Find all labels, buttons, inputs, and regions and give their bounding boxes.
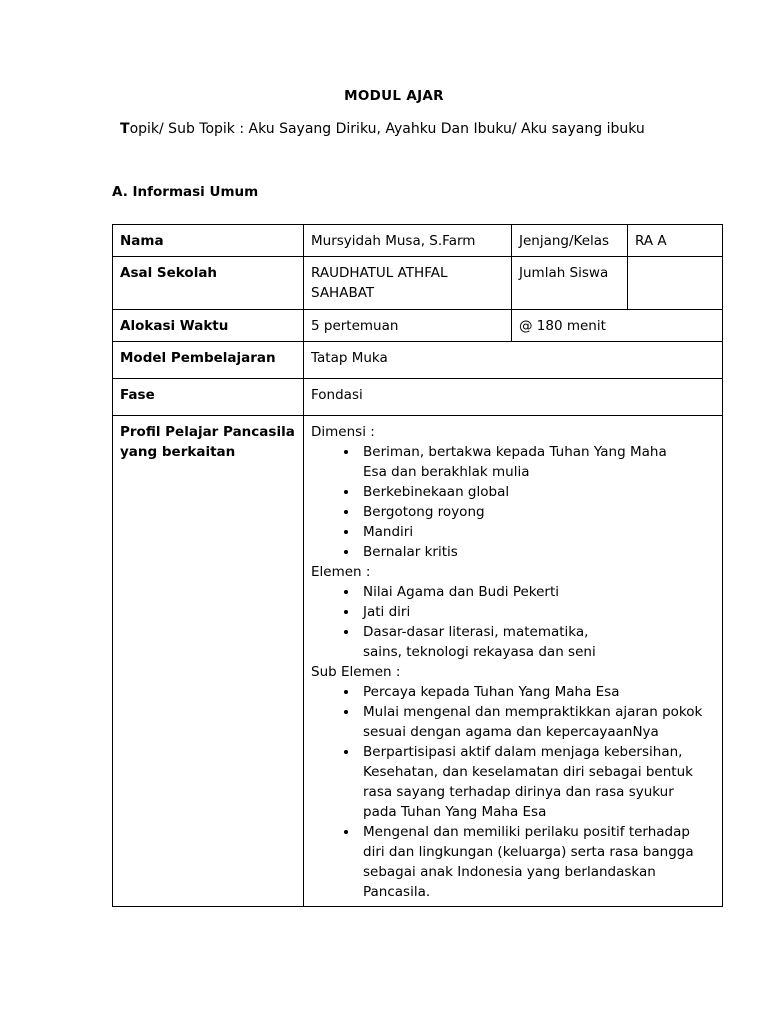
jumlah-label: Jumlah Siswa (512, 257, 628, 310)
profil-content (304, 416, 723, 907)
asal-value: RAUDHATUL ATHFAL SAHABAT (304, 257, 512, 310)
list-item: • Berpartisipasi aktif dalam menjaga kebersihan, Kesehatan, dan keselamatan diri sebagai bentuk rasa sayang terhadap dirinya dan rasa syukur pada Tuhan Yang Maha Esa (359, 742, 708, 822)
list-item: • Mandiri (359, 522, 715, 542)
jenjang-value: RA A (628, 225, 723, 257)
list-item: • Bernalar kritis (359, 542, 715, 562)
table-row (113, 342, 723, 379)
list-item: • Jati diri (359, 602, 715, 622)
jenjang-label: Jenjang/Kelas (512, 225, 628, 257)
dimensi-list (311, 442, 715, 562)
document-title: MODUL AJAR (344, 88, 444, 104)
sub-elemen-list (311, 682, 715, 902)
nama-label: Nama (113, 225, 304, 257)
elemen-heading: Elemen : (311, 564, 371, 580)
table-row (113, 257, 723, 310)
list-item: • Beriman, bertakwa kepada Tuhan Yang Maha Esa dan berakhlak mulia (359, 442, 693, 482)
profil-label: Profil Pelajar Pancasila yang berkaitan (113, 416, 304, 907)
dimensi-heading: Dimensi : (311, 424, 375, 440)
list-item: • Nilai Agama dan Budi Pekerti (359, 582, 715, 602)
topic-text: opik/ Sub Topik : Aku Sayang Diriku, Ayahku Dan Ibuku/ Aku sayang ibuku (129, 121, 645, 137)
topic-first-letter: T (120, 121, 130, 137)
model-value: Tatap Muka (304, 342, 723, 379)
fase-value: Fondasi (304, 379, 723, 416)
asal-label: Asal Sekolah (113, 257, 304, 310)
jumlah-value (628, 257, 723, 310)
table-row (113, 416, 723, 907)
nama-value: Mursyidah Musa, S.Farm (304, 225, 512, 257)
alokasi-extra: @ 180 menit (512, 310, 723, 342)
list-item: • Mengenal dan memiliki perilaku positif terhadap diri dan lingkungan (keluarga) serta rasa bangga sebagai anak Indonesia yang berlandaskan Pancasila. (359, 822, 698, 902)
sub-elemen-heading: Sub Elemen : (311, 664, 401, 680)
table-row (113, 225, 723, 257)
info-table (112, 224, 723, 907)
fase-label: Fase (113, 379, 304, 416)
table-row (113, 379, 723, 416)
model-label: Model Pembelajaran (113, 342, 304, 379)
list-item: • Mulai mengenal dan mempraktikkan ajaran pokok sesuai dengan agama dan kepercayaanNya (359, 702, 713, 742)
list-item: • Percaya kepada Tuhan Yang Maha Esa (359, 682, 715, 702)
topic-line (120, 121, 645, 137)
table-row (113, 310, 723, 342)
list-item: • Dasar-dasar literasi, matematika, sains, teknologi rekayasa dan seni (359, 622, 613, 662)
section-heading: A. Informasi Umum (112, 184, 259, 200)
alokasi-label: Alokasi Waktu (113, 310, 304, 342)
list-item: • Bergotong royong (359, 502, 715, 522)
list-item: • Berkebinekaan global (359, 482, 715, 502)
alokasi-value: 5 pertemuan (304, 310, 512, 342)
elemen-list (311, 582, 715, 662)
